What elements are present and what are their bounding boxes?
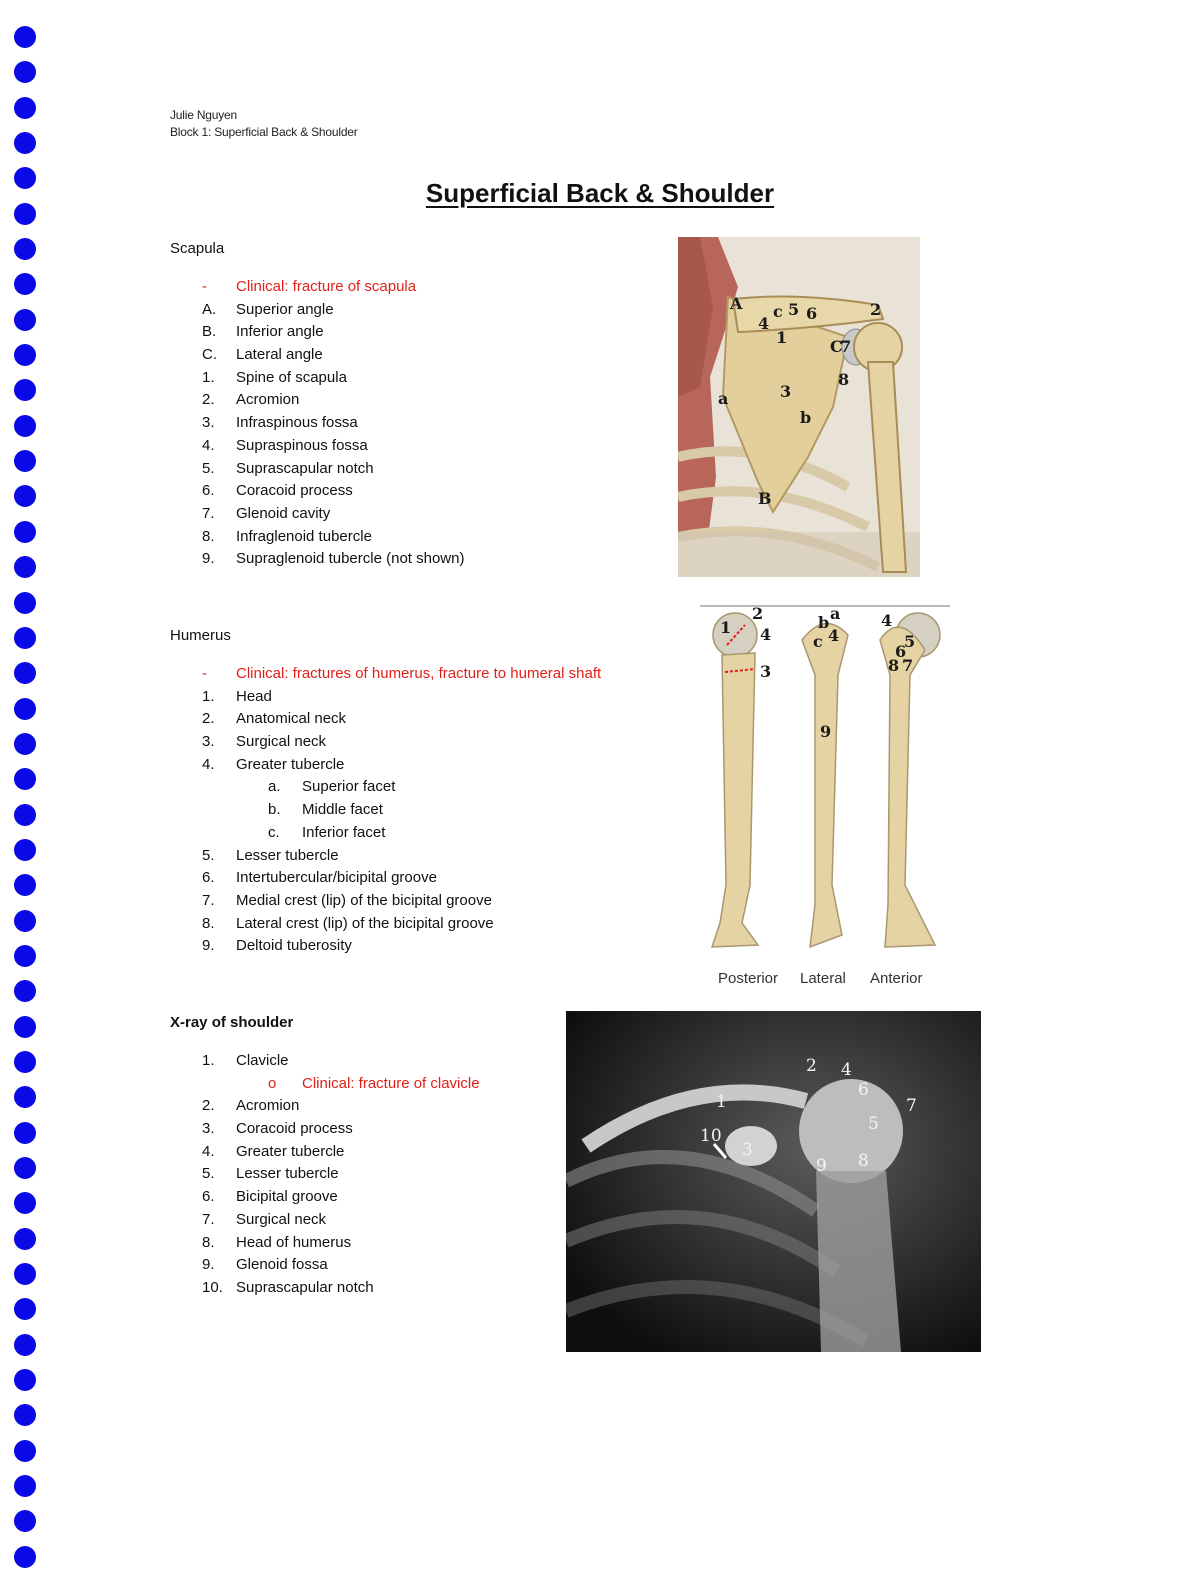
figure-label: 7 [906, 1096, 917, 1116]
list-item [170, 458, 374, 481]
scapula-illustration [678, 237, 920, 577]
list-item [170, 503, 331, 526]
list-marker: 9. [202, 937, 215, 955]
binder-dot [14, 1122, 36, 1144]
list-item [170, 389, 300, 412]
binder-dot [14, 733, 36, 755]
binder-dot [14, 273, 36, 295]
figure-label: 4 [841, 1060, 852, 1080]
list-marker: a. [268, 778, 281, 796]
figure-label: 3 [760, 662, 772, 681]
binder-dot [14, 592, 36, 614]
binder-dot [14, 1192, 36, 1214]
list-text: Supraspinous fossa [236, 436, 368, 454]
list-marker: C. [202, 346, 217, 364]
list-marker: 2. [202, 1097, 215, 1115]
binder-dot [14, 839, 36, 861]
figure-label: 8 [858, 1151, 869, 1171]
list-item [170, 526, 372, 549]
binder-dot [14, 309, 36, 331]
list-text: Spine of scapula [236, 368, 347, 386]
binder-dot [14, 521, 36, 543]
list-item [170, 1073, 480, 1096]
list-marker: 2. [202, 710, 215, 728]
binder-dot [14, 1404, 36, 1426]
figure-label: 4 [760, 625, 772, 644]
list-item [170, 1050, 293, 1073]
binder-dot [14, 415, 36, 437]
binder-dot [14, 1510, 36, 1532]
list-marker: 5. [202, 459, 215, 477]
list-text: Intertubercular/bicipital groove [236, 869, 437, 887]
binder-dot [14, 1440, 36, 1462]
figure-label: 4 [828, 626, 840, 645]
list-item [170, 480, 353, 503]
binder-dot [14, 238, 36, 260]
list-item [170, 708, 347, 731]
list-text: Deltoid tuberosity [236, 937, 352, 955]
figure-label: 3 [742, 1140, 753, 1160]
figure-label: b [818, 613, 830, 632]
block-label: Block 1: Superficial Back & Shoulder [170, 125, 358, 139]
binder-dot [14, 1157, 36, 1179]
figure-label: 6 [806, 304, 818, 323]
binder-dot [14, 1051, 36, 1073]
figure-label: c [773, 302, 783, 321]
list-item [170, 1277, 374, 1300]
list-marker: 9. [202, 550, 215, 568]
list-item [170, 1118, 353, 1141]
list-marker: 3. [202, 1120, 215, 1138]
xray-section [170, 1014, 480, 1300]
list-text: Coracoid process [236, 1120, 353, 1138]
list-marker: 5. [202, 846, 215, 864]
list-item [170, 754, 345, 777]
list-marker: 4. [202, 1142, 215, 1160]
binder-dot [14, 1546, 36, 1568]
list-marker: 8. [202, 1233, 215, 1251]
binder-dot [14, 804, 36, 826]
clinical-text: Clinical: fracture of scapula [236, 278, 417, 295]
list-marker: - [202, 665, 207, 682]
list-item [170, 367, 347, 390]
list-text: Clinical: fracture of clavicle [302, 1074, 480, 1092]
list-text: Superior facet [302, 778, 396, 796]
list-item [170, 845, 339, 868]
binder-dots [14, 26, 40, 1581]
list-marker: 6. [202, 482, 215, 500]
figure-label: 10 [700, 1126, 722, 1146]
list-item [170, 776, 396, 799]
list-text: Glenoid cavity [236, 504, 331, 522]
figure-label: 2 [752, 605, 764, 623]
list-item [170, 890, 492, 913]
list-text: Lesser tubercle [236, 1165, 339, 1183]
binder-dot [14, 1475, 36, 1497]
view-caption: Anterior [870, 970, 923, 987]
binder-dot [14, 450, 36, 472]
binder-dot [14, 1298, 36, 1320]
view-caption: Posterior [718, 970, 779, 987]
list-text: Head [236, 687, 272, 705]
list-text: Suprascapular notch [236, 459, 374, 477]
figure-label: c [813, 632, 823, 651]
binder-dot [14, 768, 36, 790]
binder-dot [14, 627, 36, 649]
list-marker: 6. [202, 869, 215, 887]
list-item [170, 344, 323, 367]
humerus-clinical [170, 663, 602, 686]
list-marker: o [268, 1074, 277, 1092]
list-marker: 7. [202, 504, 215, 522]
list-marker: B. [202, 323, 217, 341]
binder-dot [14, 556, 36, 578]
list-item [170, 913, 494, 936]
list-text: Infraglenoid tubercle [236, 527, 372, 545]
binder-dot [14, 1334, 36, 1356]
figure-label: 1 [720, 618, 732, 637]
binder-dot [14, 945, 36, 967]
list-item [170, 799, 383, 822]
figure-label: 6 [858, 1080, 869, 1100]
scapula-heading: Scapula [170, 240, 225, 257]
author-name: Julie Nguyen [170, 108, 237, 122]
list-marker: 4. [202, 755, 215, 773]
figure-label: 9 [820, 722, 832, 741]
figure-label: 7 [840, 337, 852, 356]
figure-label: 3 [780, 382, 792, 401]
list-marker: 1. [202, 1052, 215, 1069]
xray-heading: X-ray of shoulder [170, 1014, 294, 1031]
figure-label: 4 [881, 611, 893, 630]
list-marker: 1. [202, 368, 215, 386]
list-item [170, 435, 368, 458]
figure-label: 2 [870, 300, 882, 319]
list-item [170, 412, 358, 435]
list-text: Clavicle [236, 1052, 289, 1069]
list-item [170, 1186, 338, 1209]
humerus-lateral [802, 624, 848, 947]
figure-label: 8 [888, 656, 900, 675]
figure-label: 4 [758, 314, 770, 333]
binder-dot [14, 26, 36, 48]
binder-dot [14, 97, 36, 119]
list-item [170, 299, 334, 322]
list-marker: 6. [202, 1188, 215, 1206]
list-marker: 7. [202, 1210, 215, 1228]
humerus-list [170, 686, 494, 958]
humerus-illustration [700, 605, 952, 990]
list-marker: 7. [202, 891, 215, 909]
figure-label: 2 [806, 1056, 817, 1076]
binder-dot [14, 662, 36, 684]
figure-label: A [730, 294, 743, 313]
scapula-list [170, 299, 465, 571]
list-item [170, 1232, 352, 1255]
list-item [170, 686, 272, 709]
list-marker: 8. [202, 527, 215, 545]
xray-image [566, 1011, 981, 1352]
figure-label: 8 [838, 370, 850, 389]
list-text: Glenoid fossa [236, 1256, 328, 1274]
figure-label: 9 [816, 1156, 827, 1176]
binder-dot [14, 61, 36, 83]
binder-dot [14, 1369, 36, 1391]
binder-dot [14, 344, 36, 366]
binder-dot [14, 1228, 36, 1250]
list-text: Lesser tubercle [236, 846, 339, 864]
list-marker: c. [268, 823, 280, 841]
figure-label: 5 [788, 300, 800, 319]
list-item [170, 321, 324, 344]
binder-dot [14, 379, 36, 401]
binder-dot [14, 1016, 36, 1038]
binder-dot [14, 874, 36, 896]
humerus-heading: Humerus [170, 627, 231, 644]
view-caption: Lateral [800, 970, 846, 987]
list-marker: 3. [202, 414, 215, 432]
list-text: Coracoid process [236, 482, 353, 500]
figure-label: C [830, 337, 843, 356]
list-marker: 8. [202, 914, 215, 932]
list-text: Infraspinous fossa [236, 414, 358, 432]
figure-label: 5 [904, 632, 916, 651]
binder-dot [14, 1086, 36, 1108]
list-item [170, 548, 465, 571]
list-item [170, 1141, 345, 1164]
list-text: Surgical neck [236, 1210, 327, 1228]
list-text: Anatomical neck [236, 710, 347, 728]
figure-label: 1 [776, 328, 788, 347]
list-text: Lateral angle [236, 346, 323, 364]
list-marker: 10. [202, 1278, 223, 1296]
list-text: Acromion [236, 391, 300, 409]
list-marker: 5. [202, 1165, 215, 1183]
figure-label: a [718, 389, 729, 408]
list-text: Inferior angle [236, 323, 324, 341]
list-text: Medial crest (lip) of the bicipital groove [236, 891, 492, 909]
list-marker: 4. [202, 436, 215, 454]
binder-dot [14, 132, 36, 154]
list-item [170, 1254, 328, 1277]
list-text: Inferior facet [302, 823, 386, 841]
list-item [170, 1209, 327, 1232]
list-item [170, 935, 352, 958]
binder-dot [14, 698, 36, 720]
humerus-section [170, 627, 602, 958]
list-text: Greater tubercle [236, 1142, 345, 1160]
list-marker: 1. [202, 687, 215, 705]
list-text: Surgical neck [236, 733, 327, 751]
figure-label: a [830, 605, 841, 623]
figure-label: 7 [902, 656, 914, 675]
list-item [170, 867, 437, 890]
list-text: Middle facet [302, 801, 383, 819]
binder-dot [14, 980, 36, 1002]
list-item [170, 1163, 339, 1186]
figure-label: 5 [868, 1114, 879, 1134]
binder-dot [14, 485, 36, 507]
figure-label: 6 [895, 642, 907, 661]
list-marker: 9. [202, 1256, 215, 1274]
list-marker: 2. [202, 391, 215, 409]
scapula-section [170, 240, 465, 571]
list-text: Greater tubercle [236, 755, 345, 773]
list-text: Lateral crest (lip) of the bicipital groove [236, 914, 494, 932]
list-text: Head of humerus [236, 1233, 352, 1251]
list-item [170, 731, 327, 754]
figure-label: B [758, 489, 772, 508]
list-marker: 3. [202, 733, 215, 751]
list-item [170, 1095, 300, 1118]
list-item [170, 822, 386, 845]
binder-dot [14, 910, 36, 932]
list-marker: A. [202, 300, 217, 318]
scapula-clinical [170, 276, 417, 299]
clinical-text: Clinical: fractures of humerus, fracture to humeral shaft [236, 665, 602, 682]
figure-label: b [800, 408, 812, 427]
humerus-posterior [712, 613, 758, 947]
list-text: Supraglenoid tubercle (not shown) [236, 550, 465, 568]
xray-list [170, 1050, 480, 1300]
binder-dot [14, 1263, 36, 1285]
list-text: Acromion [236, 1097, 300, 1115]
list-text: Superior angle [236, 300, 334, 318]
page-title: Superficial Back & Shoulder [425, 178, 775, 208]
list-text: Suprascapular notch [236, 1278, 374, 1296]
figure-label: 1 [716, 1092, 727, 1112]
list-marker: b. [268, 801, 281, 819]
list-text: Bicipital groove [236, 1188, 338, 1206]
list-marker: - [202, 278, 207, 295]
